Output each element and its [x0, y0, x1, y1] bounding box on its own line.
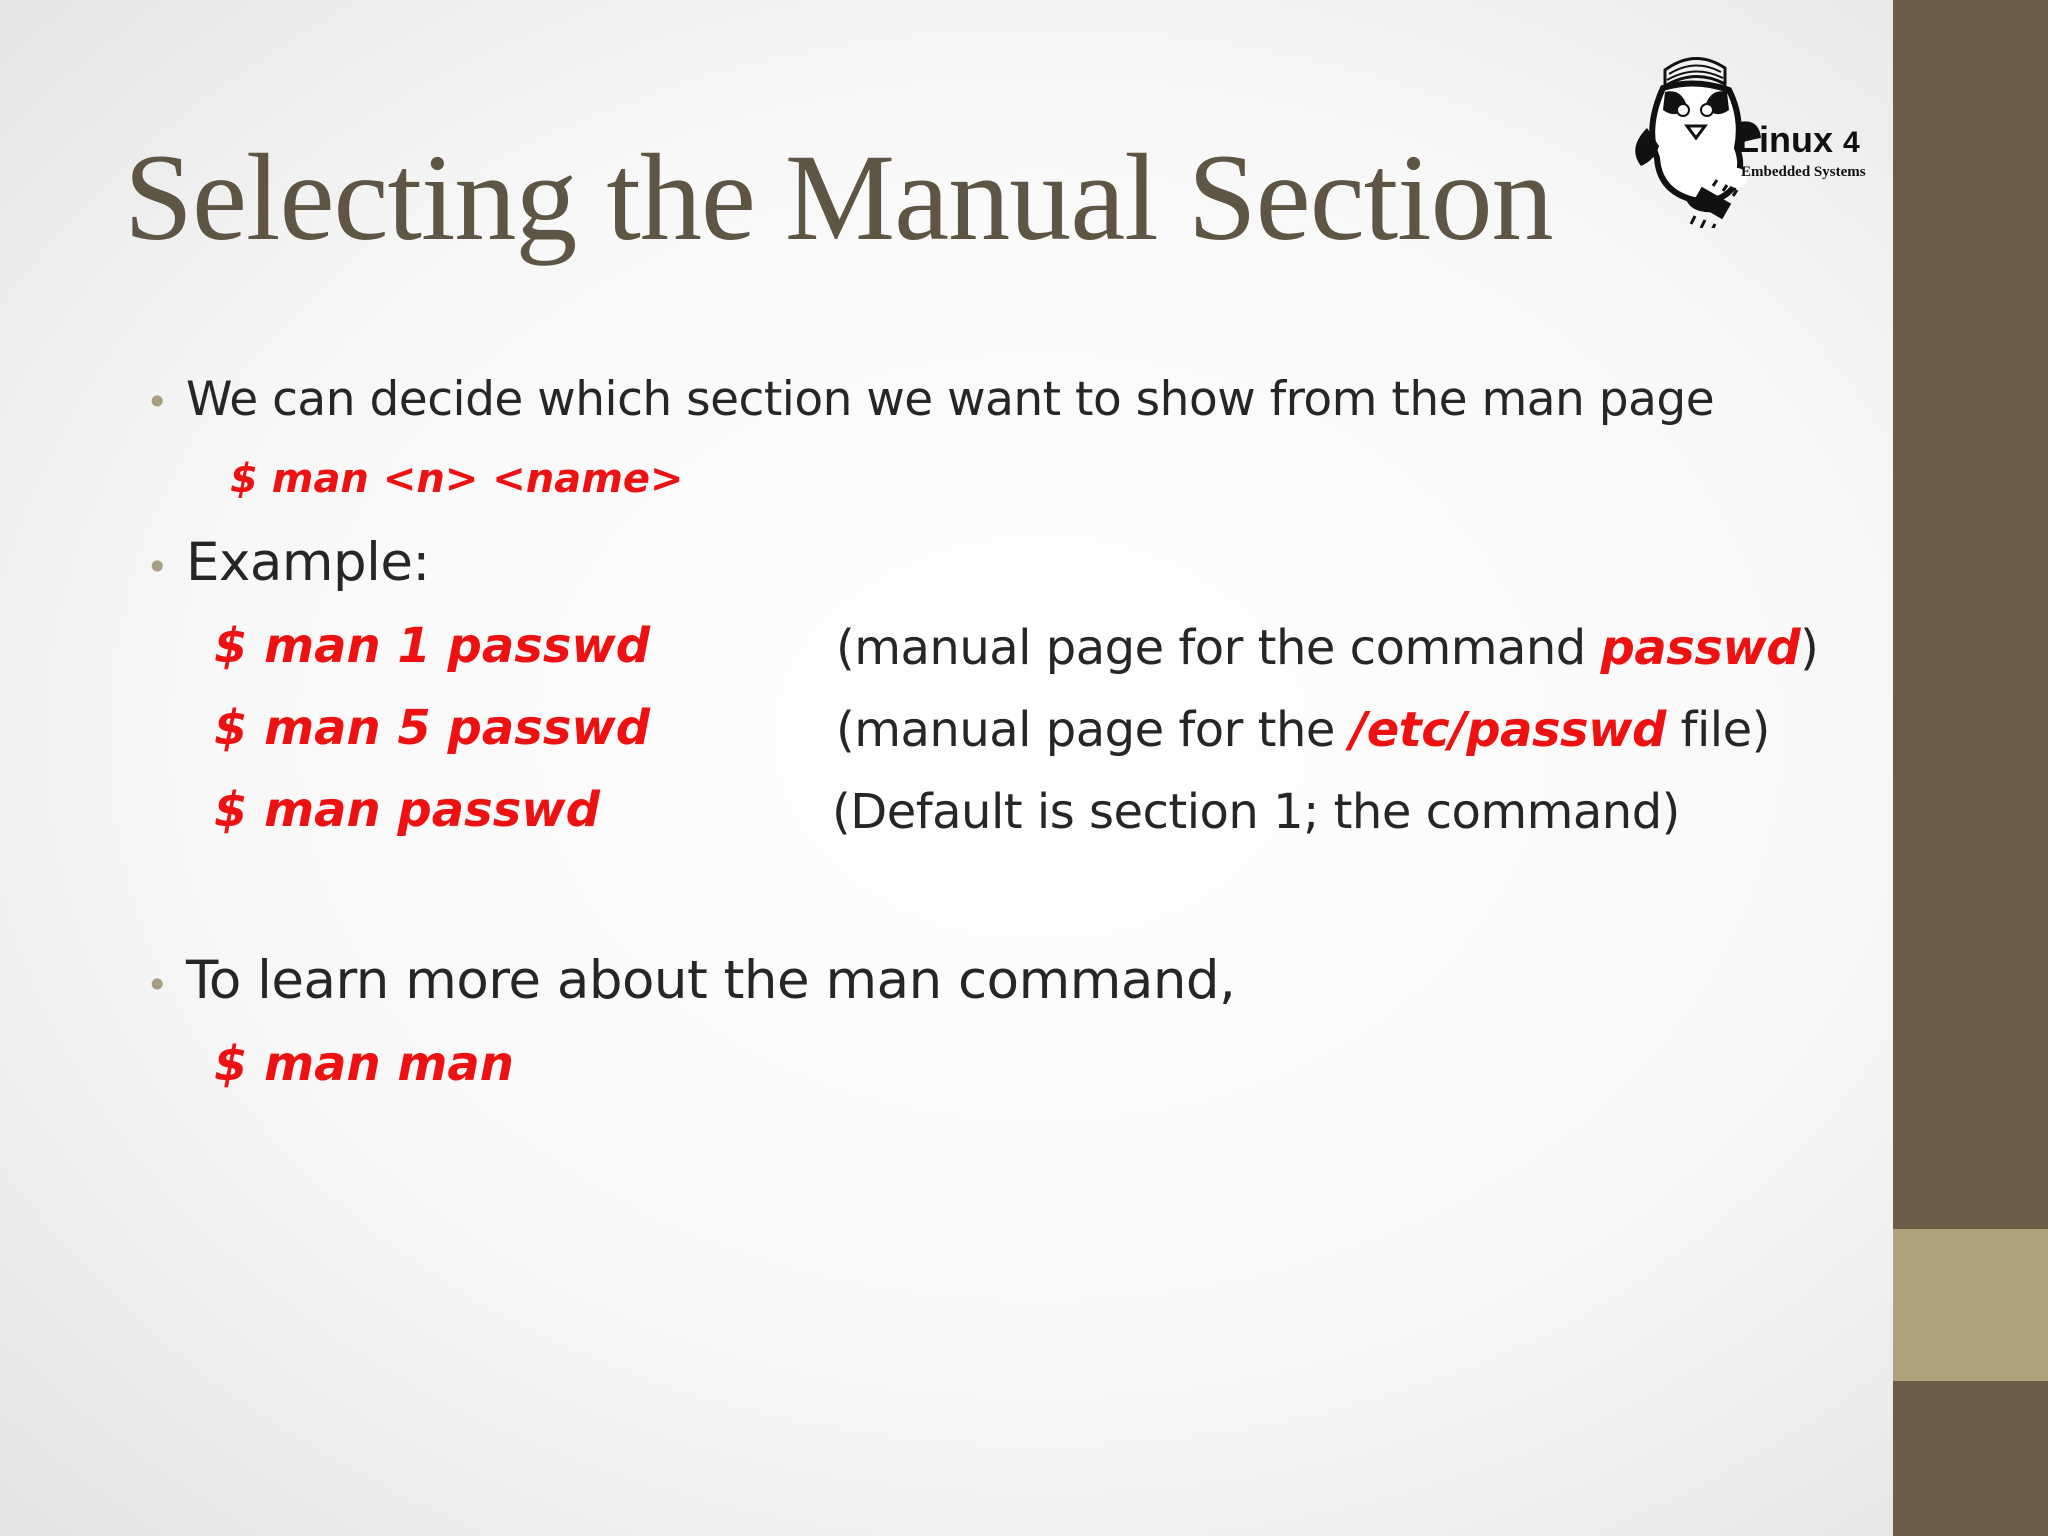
- description-text: (manual page for the: [836, 702, 1350, 758]
- bullet-marker: •: [146, 963, 169, 1007]
- slide-title: Selecting the Manual Section: [124, 129, 1553, 266]
- bullet-item: [146, 950, 1235, 1011]
- description-text: (Default is section 1; the command): [832, 784, 1680, 840]
- bullet-marker: •: [146, 545, 169, 589]
- example-description: [836, 620, 1818, 676]
- tux-penguin-icon: [1625, 48, 1870, 228]
- linux4-logo: [1625, 48, 1870, 228]
- description-highlight: passwd: [1600, 620, 1801, 676]
- example-description: [836, 702, 1770, 758]
- bullet-text: We can decide which section we want to show from the man page: [186, 372, 1715, 427]
- description-text: file): [1665, 702, 1770, 758]
- bullet-marker: •: [146, 380, 169, 424]
- description-text: ): [1800, 620, 1819, 676]
- bullet-text: Example:: [186, 532, 430, 593]
- bullet-item: [146, 532, 430, 593]
- sidebar-accent-block: [1893, 1229, 2048, 1381]
- command-syntax: $ man <n> <name>: [230, 456, 684, 502]
- logo-number: 4: [1843, 126, 1860, 159]
- logo-tagline: Embedded Systems: [1741, 164, 1866, 180]
- logo-brand: Linux: [1737, 119, 1833, 160]
- bullet-item: [146, 372, 1714, 427]
- example-command: $ man passwd: [214, 782, 600, 838]
- example-description: [832, 784, 1680, 840]
- description-highlight: /etc/passwd: [1349, 702, 1666, 758]
- example-command: $ man 1 passwd: [214, 618, 651, 674]
- description-text: (manual page for the command: [836, 620, 1601, 676]
- bullet-text: To learn more about the man command,: [186, 950, 1236, 1011]
- command-example: $ man man: [214, 1036, 514, 1092]
- example-command: $ man 5 passwd: [214, 700, 651, 756]
